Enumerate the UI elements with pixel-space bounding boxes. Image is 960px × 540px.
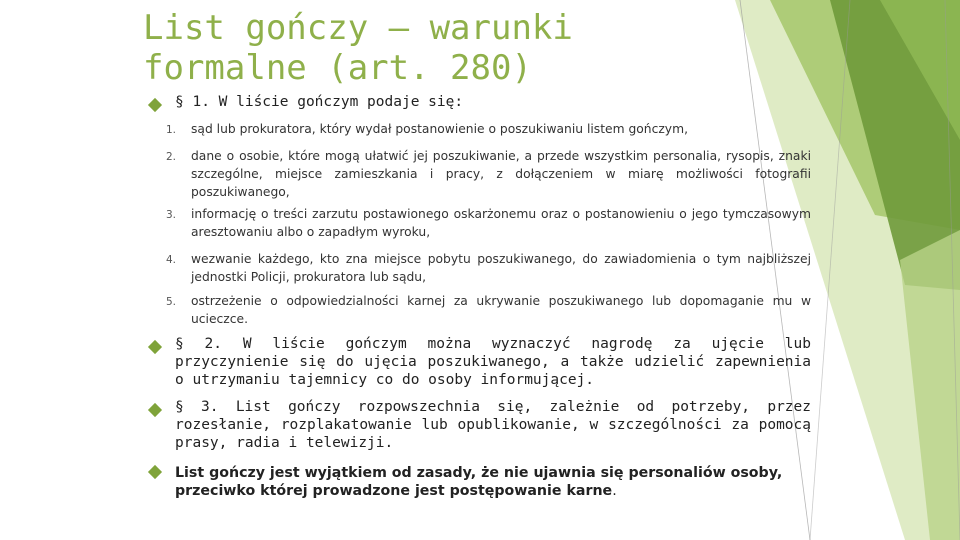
- item-2-text: dane o osobie, które mogą ułatwić jej poszukiwanie, a przede wszystkim personalia, rysopis, znaki szczególne, miejsce zamieszkania i pracy, z dołączeniem w miarę możliwości fotografii poszukiwanego,: [191, 149, 811, 199]
- conclusion-main: List gończy jest wyjątkiem od zasady, że nie ujawnia się personaliów osoby, przeciwko której prowadzone jest postępowanie karne: [175, 465, 783, 499]
- item-1-number: 1.: [166, 124, 177, 136]
- item-5-text: ostrzeżenie o odpowiedzialności karnej za ukrywanie poszukiwanego lub dopomaganie mu w ucieczce.: [191, 294, 811, 326]
- conclusion-period: .: [612, 483, 617, 499]
- paragraph-3-text: § 3. List gończy rozpowszechnia się, zależnie od potrzeby, przez rozesłanie, rozplakatowanie lub opublikowanie, w szczególności za pomocą prasy, radia i telewizji.: [175, 399, 811, 451]
- paragraph-2-text: § 2. W liście gończym można wyznaczyć nagrodę za ujęcie lub przyczynienie się do ujęcia poszukiwanego, a także udzielić zapewnienia o utrzymaniu tajemnicy co do osoby informującej.: [175, 336, 811, 388]
- item-3-text: informację o treści zarzutu postawionego oskarżonemu oraz o postanowieniu o jego tymczasowym aresztowaniu albo o zapadłym wyroku,: [191, 207, 811, 239]
- slide-title: List gończy – warunki formalne (art. 280): [143, 8, 573, 88]
- item-4-text: wezwanie każdego, kto zna miejsce pobytu poszukiwanego, do zawiadomienia o tym najbliższej jednostki Policji, prokuratora lub sądu,: [191, 252, 811, 284]
- item-1-text: sąd lub prokuratora, który wydał postanowienie o poszukiwaniu listem gończym,: [191, 122, 688, 136]
- item-4-number: 4.: [166, 254, 177, 266]
- item-5-number: 5.: [166, 296, 177, 308]
- item-2-number: 2.: [166, 151, 177, 163]
- intro-text: § 1. W liście gończym podaje się:: [175, 94, 464, 110]
- conclusion-text: [175, 464, 815, 500]
- item-3-number: 3.: [166, 209, 177, 221]
